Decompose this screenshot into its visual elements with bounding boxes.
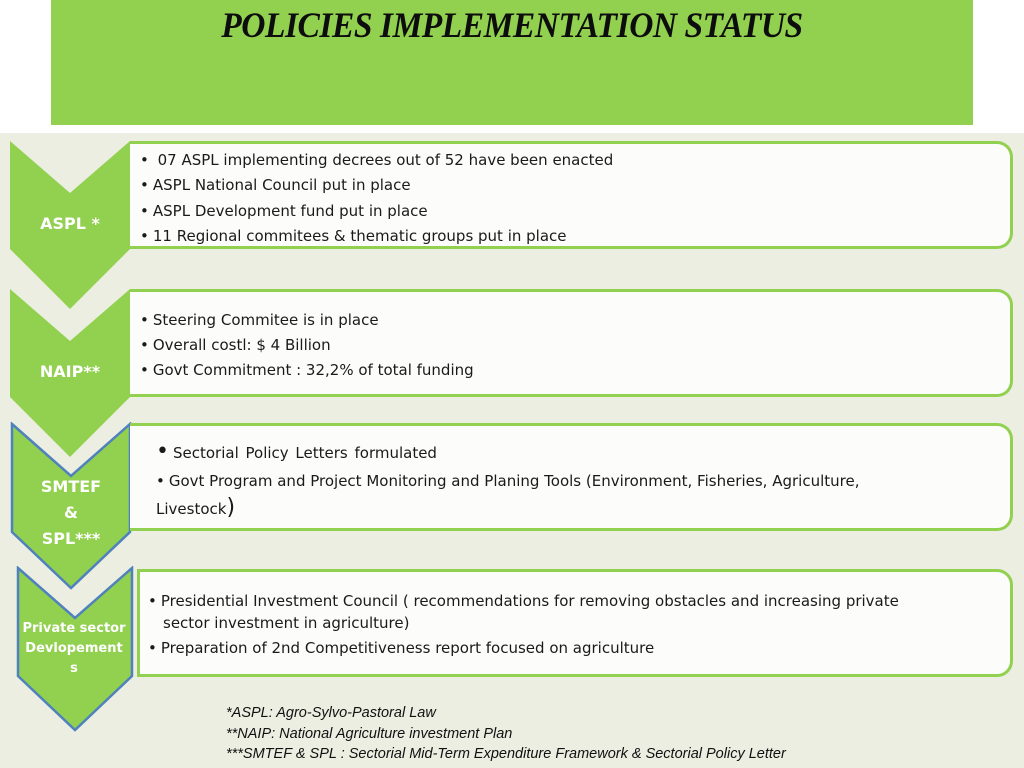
list-item: • 07 ASPL implementing decrees out of 52 have been enacted	[140, 151, 614, 169]
footnote-aspl: *ASPL: Agro-Sylvo-Pastoral Law	[226, 705, 436, 721]
title-banner	[51, 0, 973, 125]
list-item: • Preparation of 2nd Competitiveness report focused on agriculture	[148, 639, 655, 657]
list-item: • ASPL Development fund put in place	[140, 202, 428, 220]
section-label-private-sector: Private sector Devlopement s	[22, 621, 126, 676]
page-title: POLICIES IMPLEMENTATION STATUS	[221, 5, 803, 45]
section-box-smtef	[130, 423, 1013, 531]
section-label-aspl: ASPL *	[40, 214, 100, 233]
list-item: • Sectorial Policy Letters formulated	[156, 439, 437, 464]
footnote-naip: **NAIP: National Agriculture investment Plan	[226, 725, 513, 742]
chevron-smtef	[10, 422, 132, 590]
list-item: • Govt Commitment : 32,2% of total funding	[140, 361, 474, 379]
list-item: sector investment in agriculture)	[163, 614, 410, 632]
list-item: Livestock)	[156, 495, 236, 520]
list-item: • Steering Commitee is in place	[140, 311, 379, 329]
footnotes	[226, 703, 786, 765]
section-label-naip: NAIP**	[39, 362, 101, 381]
footnote-smtef: ***SMTEF & SPL : Sectorial Mid-Term Expenditure Framework & Sectorial Policy Letter	[226, 746, 786, 762]
list-item: • ASPL National Council put in place	[140, 176, 411, 194]
chevron-private-sector	[16, 566, 136, 732]
section-box-aspl	[130, 141, 1013, 249]
list-item: • Presidential Investment Council ( recommendations for removing obstacles and increasing private	[148, 592, 899, 610]
section-box-naip	[130, 289, 1013, 397]
chevron-aspl	[10, 141, 130, 309]
list-item: • Govt Program and Project Monitoring and Planing Tools (Environment, Fisheries, Agriculture,	[156, 472, 860, 490]
list-item: • 11 Regional commitees & thematic groups put in place	[140, 227, 567, 245]
list-item: • Overall costl: $ 4 Billion	[140, 336, 331, 354]
section-box-private-sector	[137, 569, 1013, 677]
section-label-smtef: SMTEF & SPL***	[40, 477, 102, 548]
